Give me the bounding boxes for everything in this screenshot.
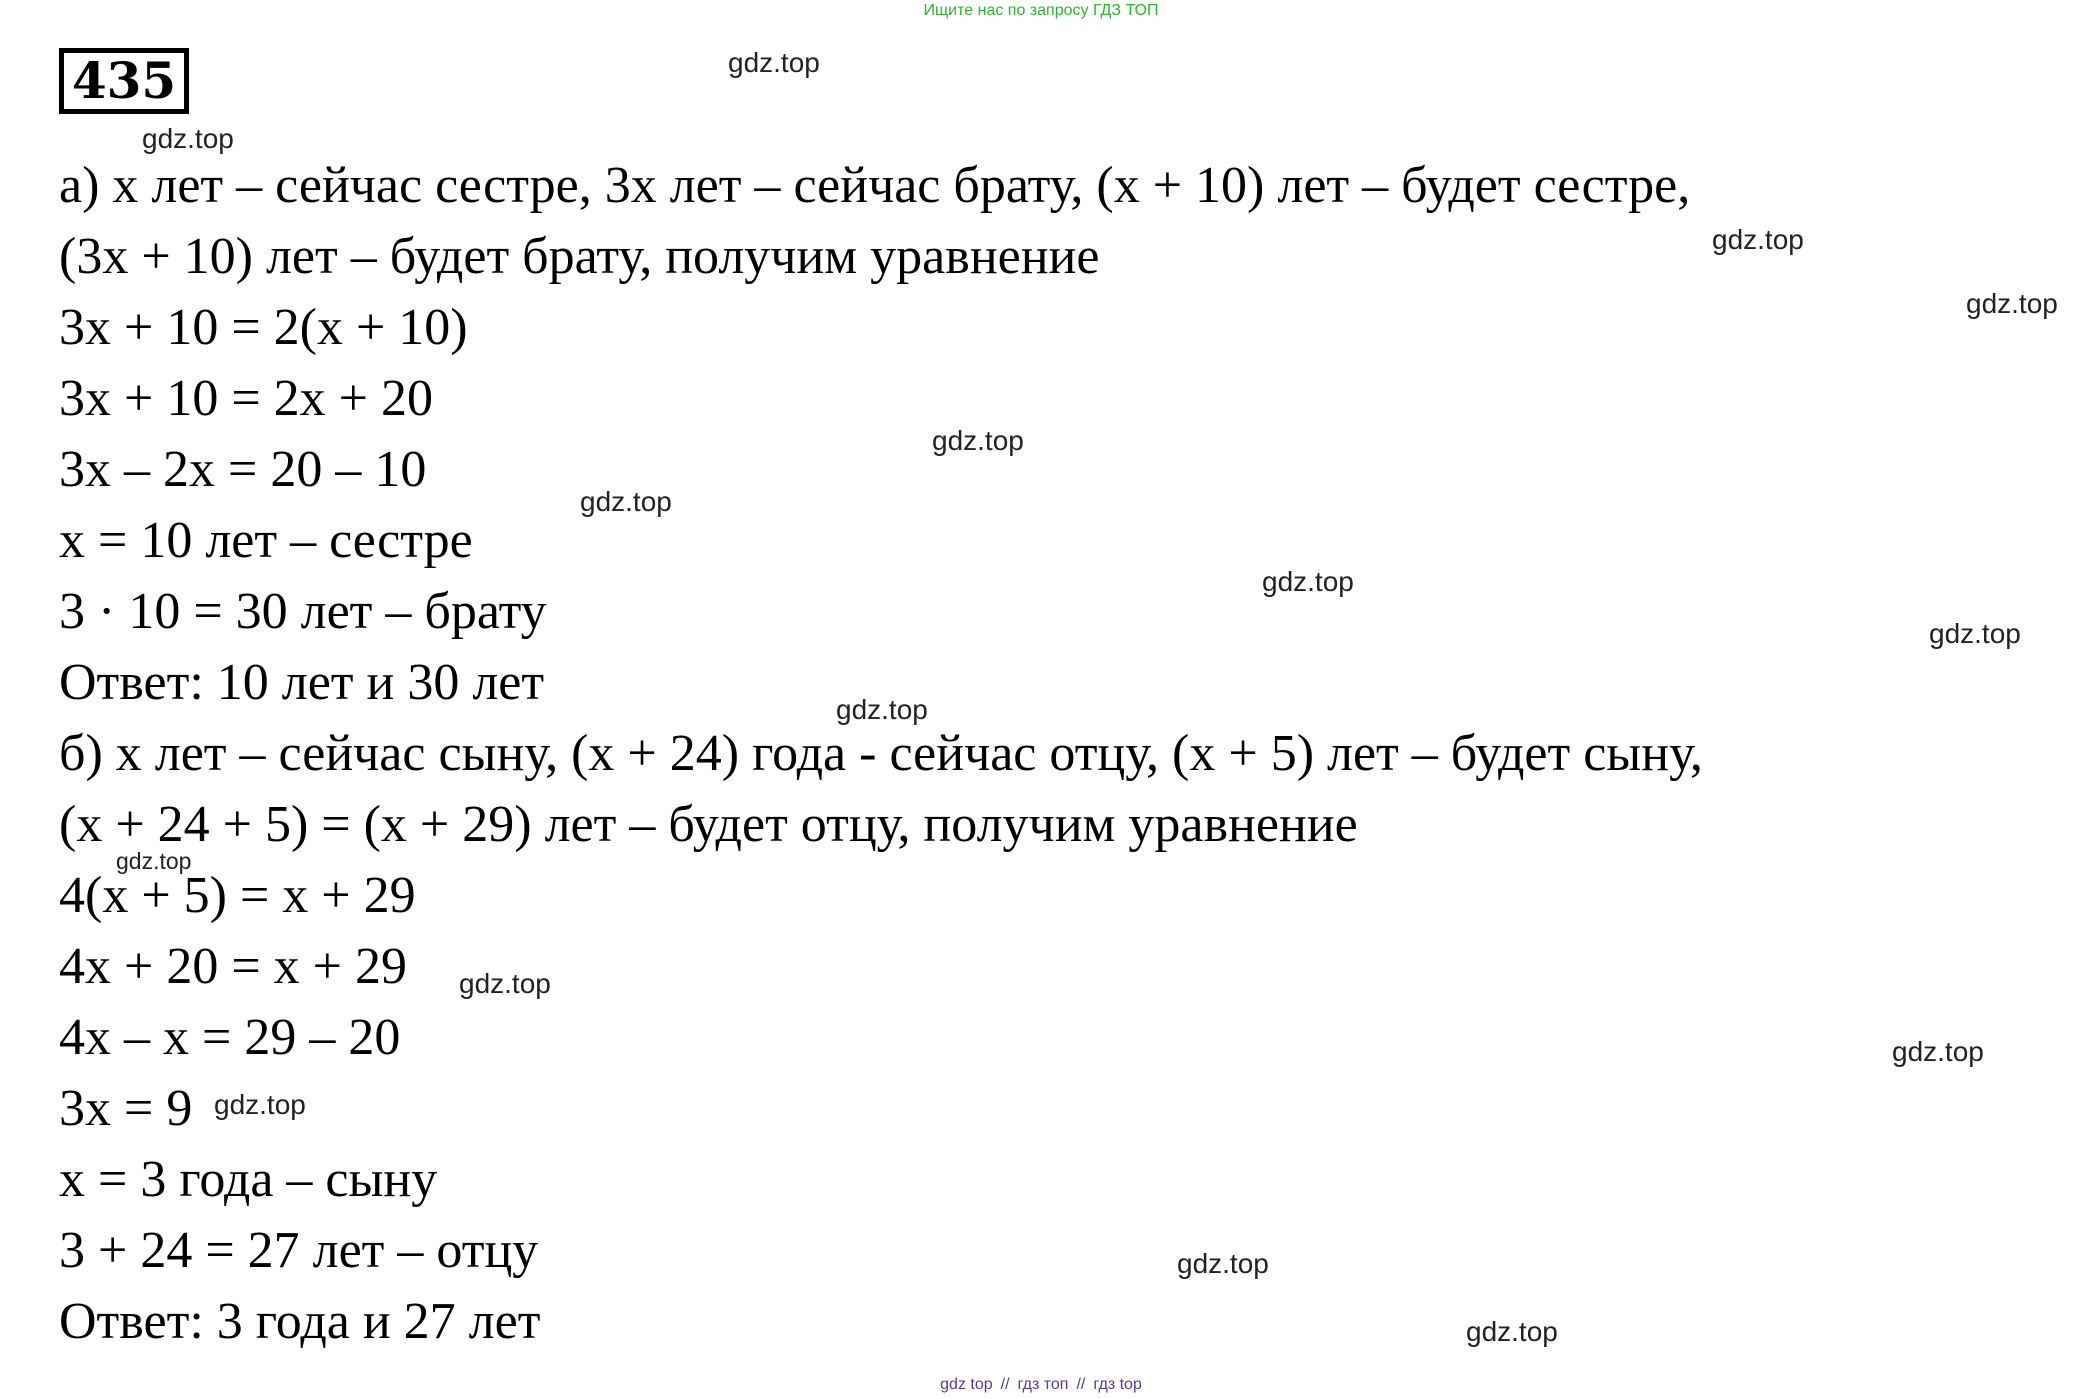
watermark: gdz.top	[580, 486, 672, 517]
watermark: gdz.top	[1892, 1036, 1984, 1067]
top-banner: Ищите нас по запросу ГДЗ ТОП	[923, 2, 1159, 19]
watermark: gdz.top	[214, 1089, 306, 1120]
solution-line: 3x + 10 = 2(x + 10)	[59, 299, 468, 356]
watermark: gdz.top	[932, 425, 1024, 456]
solution-line: а) x лет – сейчас сестре, 3x лет – сейчас брату, (x + 10) лет – будет сестре,	[59, 157, 1691, 214]
footer-separator: //	[1076, 1376, 1086, 1393]
footer-link[interactable]: гдз top	[1093, 1376, 1142, 1393]
solution-line: б) x лет – сейчас сыну, (x + 24) года - сейчас отцу, (x + 5) лет – будет сыну,	[59, 725, 1703, 782]
solution-line: 4x – x = 29 – 20	[59, 1009, 401, 1066]
solution-line: 3 · 10 = 30 лет – брату	[59, 583, 547, 640]
watermark: gdz.top	[1929, 618, 2021, 649]
solution-line: (x + 24 + 5) = (x + 29) лет – будет отцу, получим уравнение	[59, 796, 1358, 853]
task-number-box: 435	[59, 48, 189, 114]
footer	[0, 1376, 2082, 1394]
watermark: gdz.top	[1262, 566, 1354, 597]
solution-line: 3x + 10 = 2x + 20	[59, 370, 433, 427]
solution-line: 3x = 9	[59, 1080, 193, 1137]
watermark: gdz.top	[1712, 224, 1804, 255]
footer-link[interactable]: gdz top	[940, 1376, 993, 1393]
solution-text	[59, 150, 1703, 1357]
solution-line: Ответ: 3 года и 27 лет	[59, 1293, 541, 1350]
solution-line: x = 3 года – сыну	[59, 1151, 438, 1208]
watermark: gdz.top	[116, 848, 192, 874]
solution-line: Ответ: 10 лет и 30 лет	[59, 654, 545, 711]
footer-separator: //	[1000, 1376, 1010, 1393]
watermark: gdz.top	[1177, 1248, 1269, 1279]
footer-link[interactable]: гдз топ	[1017, 1376, 1069, 1393]
solution-line: x = 10 лет – сестре	[59, 512, 473, 569]
watermark: gdz.top	[836, 694, 928, 725]
solution-line: 4x + 20 = x + 29	[59, 938, 407, 995]
solution-line: 3 + 24 = 27 лет – отцу	[59, 1222, 539, 1279]
watermark: gdz.top	[728, 47, 820, 78]
solution-line: 3x – 2x = 20 – 10	[59, 441, 427, 498]
watermark: gdz.top	[1466, 1316, 1558, 1347]
solution-line: 4(x + 5) = x + 29	[59, 867, 416, 924]
solution-line: (3x + 10) лет – будет брату, получим уравнение	[59, 228, 1100, 285]
watermark: gdz.top	[1966, 288, 2058, 319]
watermark: gdz.top	[459, 968, 551, 999]
watermark: gdz.top	[142, 123, 234, 154]
